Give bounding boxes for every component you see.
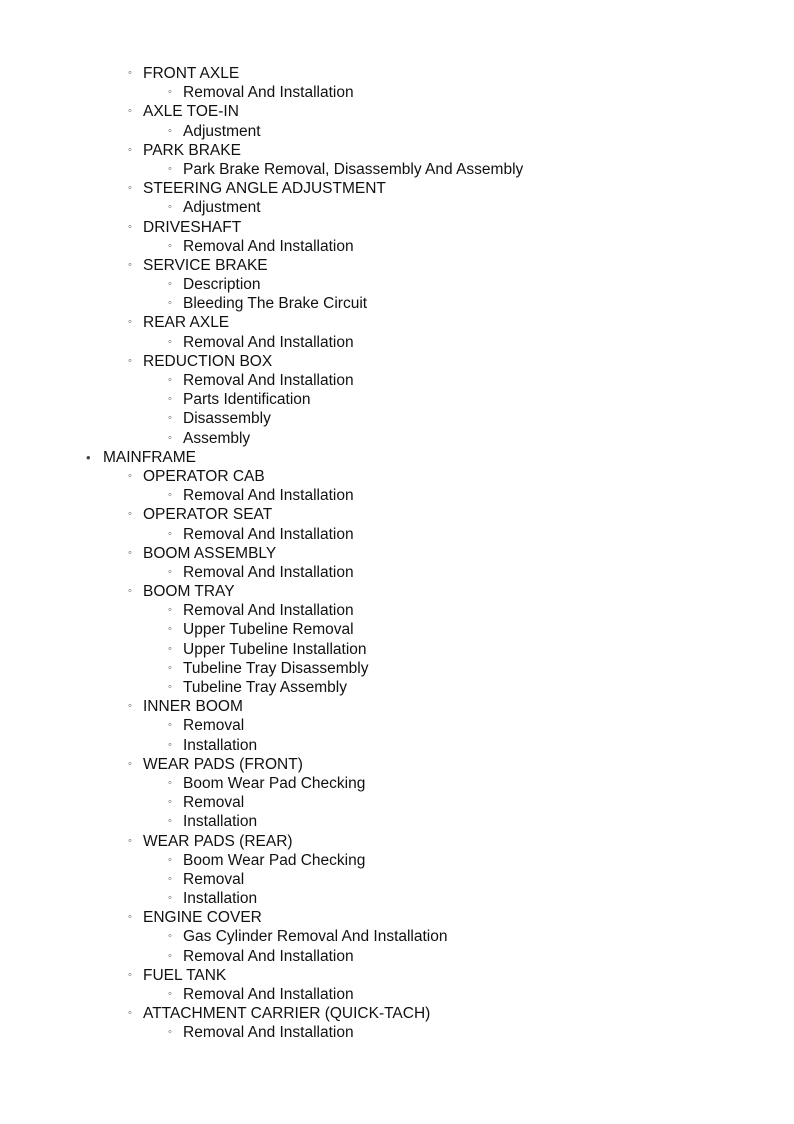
toc-item-label: Adjustment [183, 122, 261, 140]
hollow-bullet-icon: ◦ [168, 431, 172, 444]
hollow-bullet-icon: ◦ [128, 585, 132, 598]
hollow-bullet-icon: ◦ [168, 681, 172, 693]
hollow-bullet-icon: ◦ [128, 105, 132, 118]
hollow-bullet-icon: ◦ [168, 201, 172, 214]
toc-item-label: Removal [183, 794, 245, 812]
toc-topic-item [0, 793, 794, 812]
toc-item-label: OPERATOR SEAT [143, 506, 273, 524]
hollow-bullet-icon: ◦ [128, 220, 132, 233]
toc-chapter-item [0, 755, 794, 774]
hollow-bullet-icon: ◦ [168, 297, 172, 310]
hollow-bullet-icon: ◦ [168, 738, 172, 751]
hollow-bullet-icon: ◦ [168, 604, 172, 617]
hollow-bullet-icon: ◦ [128, 258, 132, 271]
toc-topic-item [0, 294, 794, 313]
hollow-bullet-icon: ◦ [168, 565, 172, 578]
toc-chapter-item [0, 544, 794, 563]
hollow-bullet-icon: ◦ [128, 143, 132, 156]
toc-item-label: AXLE TOE-IN [143, 103, 239, 121]
hollow-bullet-icon: ◦ [168, 124, 172, 137]
toc-item-label: Parts Identification [183, 391, 311, 409]
toc-item-label: OPERATOR CAB [143, 467, 265, 485]
toc-item-label: Bleeding The Brake Circuit [183, 295, 368, 313]
toc-chapter-item [0, 582, 794, 601]
toc-item-label: Park Brake Removal, Disassembly And Assembly [183, 160, 524, 178]
toc-item-label: Installation [183, 736, 258, 754]
toc-topic-item [0, 870, 794, 889]
toc-topic-item [0, 409, 794, 428]
toc-topic-item [0, 525, 794, 544]
toc-item-label: Removal And Installation [183, 947, 354, 965]
toc-chapter-item [0, 966, 794, 985]
toc-topic-item [0, 563, 794, 582]
toc-item-label: Boom Wear Pad Checking [183, 851, 366, 869]
toc-item-label: ENGINE COVER [143, 909, 262, 927]
toc-topic-item [0, 371, 794, 390]
toc-item-label: REAR AXLE [143, 314, 230, 332]
toc-item-label: Installation [183, 890, 258, 908]
toc-item-label: STEERING ANGLE ADJUSTMENT [143, 180, 386, 198]
toc-item-label: Removal And Installation [183, 372, 354, 389]
hollow-bullet-icon: ◦ [128, 834, 132, 847]
toc-topic-item [0, 889, 794, 908]
toc-chapter-item [0, 218, 794, 237]
toc-topic-item [0, 774, 794, 793]
toc-item-label: ATTACHMENT CARRIER (QUICK-TACH) [143, 1005, 431, 1023]
hollow-bullet-icon: ◦ [128, 354, 132, 367]
toc-item-label: FUEL TANK [143, 966, 227, 984]
toc-chapter-item [0, 908, 794, 927]
hollow-bullet-icon: ◦ [168, 930, 172, 943]
hollow-bullet-icon: ◦ [128, 546, 132, 559]
hollow-bullet-icon: ◦ [168, 162, 172, 175]
hollow-bullet-icon: ◦ [168, 949, 172, 962]
toc-topic-item [0, 620, 794, 639]
hollow-bullet-icon: ◦ [128, 316, 132, 329]
toc-topic-item [0, 927, 794, 946]
toc-topic-item [0, 812, 794, 831]
hollow-bullet-icon: ◦ [168, 776, 172, 789]
toc-topic-item [0, 736, 794, 755]
toc-topic-item [0, 390, 794, 409]
toc-item-label: Removal And Installation [183, 1024, 354, 1042]
hollow-bullet-icon: ◦ [168, 527, 172, 540]
hollow-bullet-icon: ◦ [168, 1026, 172, 1039]
toc-item-label: Upper Tubeline Installation [183, 640, 367, 658]
toc-topic-item [0, 1023, 794, 1042]
toc-item-label: Removal And Installation [183, 333, 354, 351]
hollow-bullet-icon: ◦ [128, 1007, 132, 1020]
filled-bullet-icon: • [86, 449, 91, 465]
toc-chapter-item [0, 313, 794, 332]
toc-topic-item [0, 122, 794, 141]
toc-item-label: Tubeline Tray Disassembly [183, 659, 369, 677]
toc-item-label: Removal [183, 717, 245, 735]
hollow-bullet-icon: ◦ [168, 892, 172, 905]
hollow-bullet-icon: ◦ [168, 86, 172, 99]
toc-chapter-item [0, 505, 794, 524]
hollow-bullet-icon: ◦ [128, 67, 132, 79]
toc-item-label: Upper Tubeline Removal [183, 621, 354, 639]
toc-topic-item [0, 160, 794, 179]
hollow-bullet-icon: ◦ [168, 815, 172, 828]
toc-topic-item [0, 947, 794, 966]
hollow-bullet-icon: ◦ [168, 988, 172, 1000]
toc-item-label: Description [183, 276, 261, 294]
toc-item-label: Removal And Installation [183, 237, 354, 255]
hollow-bullet-icon: ◦ [168, 661, 172, 674]
toc-item-label: Removal And Installation [183, 84, 354, 102]
hollow-bullet-icon: ◦ [168, 719, 172, 732]
toc-item-label: Removal And Installation [183, 602, 354, 620]
hollow-bullet-icon: ◦ [128, 469, 132, 482]
toc-item-label: MAINFRAME [103, 448, 196, 466]
hollow-bullet-icon: ◦ [168, 623, 172, 636]
toc-item-label: BOOM ASSEMBLY [143, 544, 277, 562]
toc-item-label: Boom Wear Pad Checking [183, 774, 366, 792]
toc-topic-item [0, 83, 794, 102]
hollow-bullet-icon: ◦ [128, 700, 132, 713]
toc-topic-item [0, 678, 794, 697]
toc-chapter-item [0, 64, 794, 83]
toc-topic-item [0, 333, 794, 352]
hollow-bullet-icon: ◦ [168, 374, 172, 386]
hollow-bullet-icon: ◦ [168, 335, 172, 348]
hollow-bullet-icon: ◦ [128, 911, 132, 924]
hollow-bullet-icon: ◦ [128, 757, 132, 770]
toc-chapter-item [0, 352, 794, 371]
hollow-bullet-icon: ◦ [168, 239, 172, 252]
hollow-bullet-icon: ◦ [168, 642, 172, 655]
toc-topic-item [0, 659, 794, 678]
toc-item-label: INNER BOOM [143, 698, 243, 716]
toc-section-item [0, 448, 794, 467]
toc-item-label: Disassembly [183, 410, 271, 428]
hollow-bullet-icon: ◦ [168, 853, 172, 866]
toc-item-label: SERVICE BRAKE [143, 256, 268, 274]
hollow-bullet-icon: ◦ [168, 489, 172, 502]
toc-item-label: PARK BRAKE [143, 141, 241, 159]
toc-item-label: Assembly [183, 429, 251, 447]
table-of-contents [0, 64, 794, 1043]
hollow-bullet-icon: ◦ [168, 872, 172, 885]
toc-topic-item [0, 601, 794, 620]
toc-topic-item [0, 640, 794, 659]
toc-item-label: Gas Cylinder Removal And Installation [183, 928, 448, 946]
toc-chapter-item [0, 832, 794, 851]
hollow-bullet-icon: ◦ [168, 278, 172, 291]
toc-topic-item [0, 237, 794, 256]
toc-item-label: Tubeline Tray Assembly [183, 679, 347, 696]
toc-chapter-item [0, 102, 794, 121]
toc-topic-item [0, 851, 794, 870]
toc-chapter-item [0, 1004, 794, 1023]
toc-item-label: Removal And Installation [183, 563, 354, 581]
hollow-bullet-icon: ◦ [128, 968, 132, 981]
hollow-bullet-icon: ◦ [168, 393, 172, 406]
toc-item-label: Removal And Installation [183, 487, 354, 505]
toc-item-label: DRIVESHAFT [143, 218, 242, 236]
toc-topic-item [0, 275, 794, 294]
toc-item-label: Removal And Installation [183, 986, 354, 1003]
toc-item-label: Removal And Installation [183, 525, 354, 543]
toc-topic-item [0, 985, 794, 1004]
toc-item-label: WEAR PADS (FRONT) [143, 755, 303, 773]
toc-item-label: Adjustment [183, 199, 261, 217]
toc-item-label: Removal [183, 870, 245, 888]
toc-topic-item [0, 716, 794, 735]
toc-chapter-item [0, 141, 794, 160]
toc-topic-item [0, 198, 794, 217]
toc-item-label: REDUCTION BOX [143, 352, 273, 370]
toc-topic-item [0, 486, 794, 505]
toc-chapter-item [0, 697, 794, 716]
hollow-bullet-icon: ◦ [168, 412, 172, 425]
hollow-bullet-icon: ◦ [128, 182, 132, 195]
toc-item-label: FRONT AXLE [143, 65, 240, 82]
toc-item-label: WEAR PADS (REAR) [143, 832, 293, 850]
toc-chapter-item [0, 179, 794, 198]
hollow-bullet-icon: ◦ [128, 508, 132, 521]
hollow-bullet-icon: ◦ [168, 796, 172, 809]
toc-chapter-item [0, 467, 794, 486]
toc-topic-item [0, 429, 794, 448]
toc-item-label: Installation [183, 813, 258, 831]
toc-chapter-item [0, 256, 794, 275]
toc-item-label: BOOM TRAY [143, 583, 235, 601]
